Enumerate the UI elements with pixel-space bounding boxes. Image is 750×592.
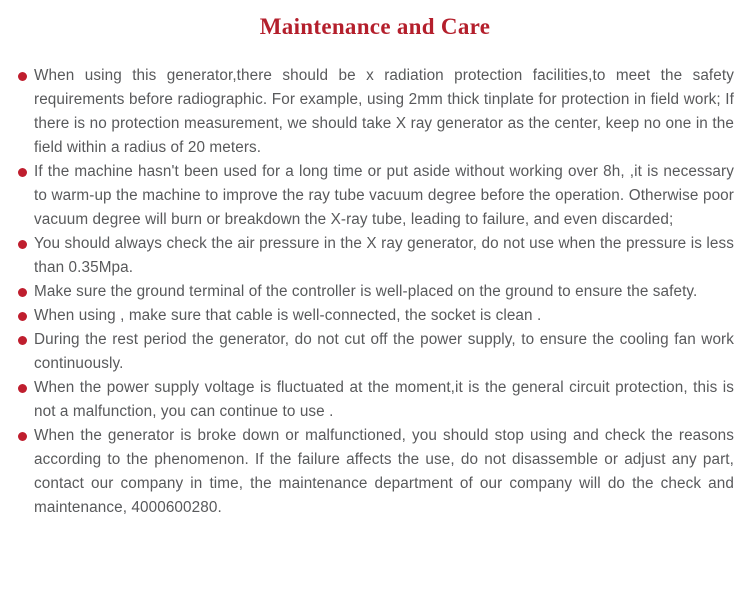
bullet-text: When using this generator,there should be x radiation protection facilities,to meet the safety requirements before radiographic. For example, using 2mm thick tinplate for protection in field work; If there is no protection measurement, we should take X ray generator as the center, keep no one in the field within a radius of 20 meters. <box>34 67 734 156</box>
list-item <box>18 424 734 520</box>
bullet-dot-icon <box>18 240 27 249</box>
list-item <box>18 160 734 232</box>
bullet-dot-icon <box>18 384 27 393</box>
bullet-text: When using , make sure that cable is well-connected, the socket is clean . <box>34 307 542 324</box>
bullet-dot-icon <box>18 312 27 321</box>
bullet-dot-icon <box>18 72 27 81</box>
bullet-text: If the machine hasn't been used for a long time or put aside without working over 8h, ,it is necessary to warm-up the machine to improve the ray tube vacuum degree before the operation. Otherwise poor vacuum degree will burn or breakdown the X-ray tube, leading to failure, and even discarded; <box>34 163 734 228</box>
bullet-text: When the generator is broke down or malfunctioned, you should stop using and check the reasons according to the phenomenon. If the failure affects the use, do not disassemble or adjust any part, contact our company in time, the maintenance department of our company will do the check and maintenance, 4000600280. <box>34 427 734 516</box>
bullet-dot-icon <box>18 288 27 297</box>
list-item <box>18 232 734 280</box>
bullet-dot-icon <box>18 168 27 177</box>
bullet-text: During the rest period the generator, do not cut off the power supply, to ensure the cooling fan work continuously. <box>34 331 734 372</box>
bullet-dot-icon <box>18 336 27 345</box>
bullet-text: You should always check the air pressure in the X ray generator, do not use when the pressure is less than 0.35Mpa. <box>34 235 734 276</box>
list-item <box>18 280 734 304</box>
bullet-text: When the power supply voltage is fluctuated at the moment,it is the general circuit protection, this is not a malfunction, you can continue to use . <box>34 379 734 420</box>
list-item <box>18 304 734 328</box>
list-item <box>18 328 734 376</box>
maintenance-list <box>18 64 734 520</box>
list-item <box>18 376 734 424</box>
page-title: Maintenance and Care <box>259 14 491 39</box>
bullet-text: Make sure the ground terminal of the controller is well-placed on the ground to ensure the safety. <box>34 283 698 300</box>
list-item <box>18 64 734 160</box>
bullet-dot-icon <box>18 432 27 441</box>
